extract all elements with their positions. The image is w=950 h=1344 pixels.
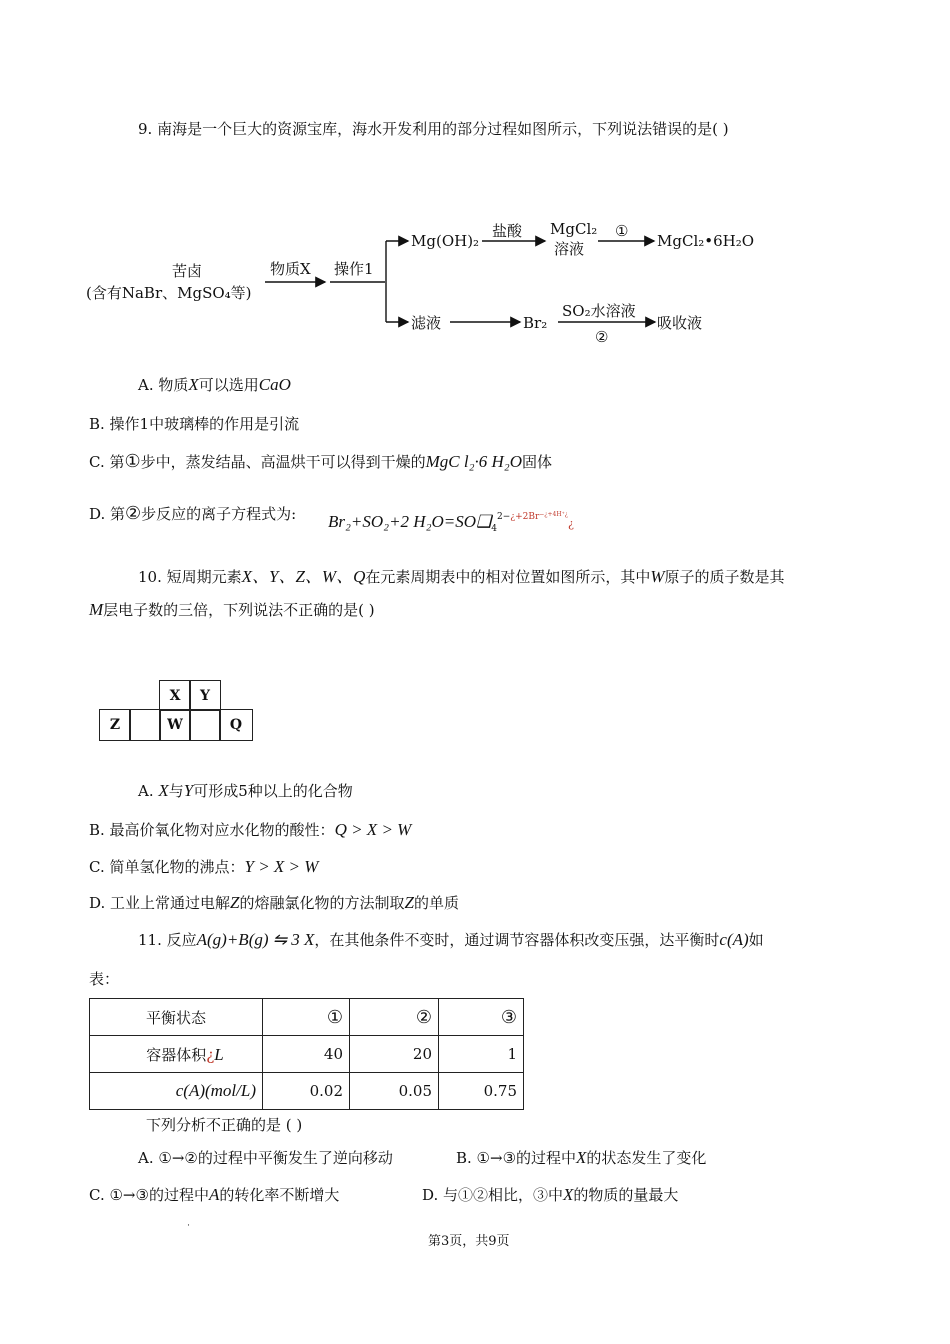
th-1: ① bbox=[263, 999, 350, 1036]
q10-stem-m: M bbox=[89, 600, 104, 619]
q11-d-post: 的物质的量最大 bbox=[573, 1186, 679, 1204]
th-2: ② bbox=[350, 999, 439, 1036]
q10-stem-line2 bbox=[89, 599, 375, 620]
volume-3: 1 bbox=[439, 1036, 524, 1073]
q9-c-mid: 步中，蒸发结晶、高温烘干可以得到干燥的 bbox=[140, 453, 426, 471]
q11-stem-pre: 11. 反应 bbox=[138, 931, 197, 949]
diagram-absorb: 吸收液 bbox=[657, 314, 703, 332]
q10-a-mid: 与 bbox=[168, 782, 184, 800]
q9-d-pre: D. 第 bbox=[89, 505, 126, 523]
q11-b-x: X bbox=[576, 1148, 587, 1167]
th-3: ③ bbox=[439, 999, 524, 1036]
q10-option-d bbox=[89, 892, 459, 913]
q10-d-z2: Z bbox=[404, 893, 414, 912]
q10-stem-post: 原子的质子数是其 bbox=[664, 568, 785, 586]
q11-c-post: 的转化率不断增大 bbox=[219, 1186, 340, 1204]
q11-option-c bbox=[89, 1184, 339, 1205]
table-row bbox=[90, 999, 524, 1036]
diagram-br2: Br₂ bbox=[523, 314, 548, 332]
q11-d-x: X bbox=[563, 1185, 574, 1204]
table-row bbox=[90, 1073, 524, 1110]
page-number: 第3页，共9页 bbox=[428, 1234, 510, 1249]
q11-stem-post: 如 bbox=[748, 931, 764, 949]
diagram-reagent-x: 物质X bbox=[270, 260, 311, 278]
row-conc-label bbox=[90, 1073, 263, 1110]
q11-d-pre: D. 与①②相比，③中 bbox=[422, 1186, 564, 1204]
q11-stem-mid: ，在其他条件不变时，通过调节容器体积改变压强，达平衡时 bbox=[314, 931, 720, 949]
q9-c-formula: MgC l₂·6 H₂O bbox=[425, 452, 522, 471]
q11-stem-line2: 表： bbox=[89, 970, 120, 988]
q10-stem-mid: 在元素周期表中的相对位置如图所示，其中 bbox=[365, 568, 651, 586]
cell-x: X bbox=[159, 680, 191, 711]
conc-label: c(A)(mol/L) bbox=[175, 1081, 256, 1100]
q11-option-b bbox=[456, 1147, 706, 1168]
cell-y: Y bbox=[189, 680, 221, 711]
cell-q: Q bbox=[219, 709, 253, 741]
q10-a-x: X bbox=[158, 781, 169, 800]
conc-1: 0.02 bbox=[263, 1073, 350, 1110]
q9-option-a bbox=[138, 374, 291, 395]
q9-d-mid: 步反应的离子方程式为: bbox=[141, 505, 297, 523]
q9-a-x: X bbox=[188, 375, 199, 394]
q11-b-post: 的状态发生了变化 bbox=[586, 1149, 707, 1167]
q10-d-post: 的单质 bbox=[413, 894, 459, 912]
q10-d-pre: D. 工业上常通过电解 bbox=[89, 894, 231, 912]
q10-a-post: 可形成5种以上的化合物 bbox=[193, 782, 353, 800]
diagram-hcl: 盐酸 bbox=[492, 222, 523, 240]
q9-a-pre: A. 物质 bbox=[138, 376, 189, 394]
q10-d-z1: Z bbox=[230, 893, 240, 912]
q10-stem-w: W bbox=[650, 567, 665, 586]
q11-stem-c: c(A) bbox=[719, 930, 749, 949]
q11-option-a: A. ①→②的过程中平衡发生了逆向移动 bbox=[138, 1149, 393, 1167]
q10-option-c bbox=[89, 856, 318, 877]
q9-flow-diagram bbox=[80, 210, 780, 360]
volume-2: 20 bbox=[350, 1036, 439, 1073]
q9-stem: 9. 南海是一个巨大的资源宝库，海水开发利用的部分过程如图所示，下列说法错误的是( ) bbox=[138, 120, 729, 138]
diagram-source-line1: 苦卤 bbox=[172, 262, 203, 280]
q10-stem-post2: 层电子数的三倍，下列说法不正确的是( ) bbox=[103, 601, 375, 619]
q9-d-step: ② bbox=[125, 503, 142, 524]
q11-c-pre: C. ①→③的过程中 bbox=[89, 1186, 209, 1204]
q10-a-y: Y bbox=[183, 781, 194, 800]
volume-mark: ¿ bbox=[206, 1045, 215, 1064]
q10-c-eq: Y > X > W bbox=[244, 857, 319, 876]
diagram-product: MgCl₂•6H₂O bbox=[657, 232, 755, 250]
diagram-mgcl2: MgCl₂ bbox=[550, 220, 598, 238]
q10-d-mid: 的熔融氯化物的方法制取 bbox=[239, 894, 405, 912]
q10-stem-line1 bbox=[138, 562, 785, 587]
q11-data-table bbox=[89, 998, 524, 1110]
q11-c-a: A bbox=[208, 1185, 220, 1204]
q10-stem-vars: X、Y、Z、W、Q bbox=[241, 567, 366, 586]
cell-empty-2 bbox=[189, 709, 221, 741]
q10-b-eq: Q > X > W bbox=[334, 820, 412, 839]
diagram-mgoh2: Mg(OH)₂ bbox=[411, 232, 480, 250]
q9-d-equation bbox=[328, 512, 574, 532]
footer-mark: ˙ bbox=[186, 1224, 191, 1235]
volume-1: 40 bbox=[263, 1036, 350, 1073]
q11-stem-eq: A(g)+B(g) ⇋ 3 X bbox=[196, 930, 315, 949]
diagram-op1: 操作1 bbox=[334, 260, 374, 278]
q9-option-d bbox=[89, 503, 296, 524]
row-volume-label bbox=[90, 1036, 263, 1073]
volume-label: 容器体积 bbox=[146, 1045, 207, 1064]
cell-w: W bbox=[159, 709, 191, 741]
diagram-filtrate: 滤液 bbox=[411, 314, 442, 332]
q11-option-d bbox=[422, 1184, 678, 1205]
diagram-solution: 溶液 bbox=[554, 240, 585, 258]
q10-c-pre: C. 简单氢化物的沸点： bbox=[89, 858, 245, 876]
q11-stem-line1 bbox=[138, 929, 764, 950]
cell-z: Z bbox=[99, 709, 131, 741]
q10-b-pre: B. 最高价氧化物对应水化物的酸性： bbox=[89, 821, 335, 839]
diagram-step2: ② bbox=[595, 328, 609, 346]
conc-3: 0.75 bbox=[439, 1073, 524, 1110]
q9-d-tail: ¿+2Br bbox=[510, 512, 540, 522]
q10-stem-pre: 10. 短周期元素 bbox=[138, 568, 242, 586]
q9-option-c bbox=[89, 451, 552, 472]
q9-d-sub: 4 bbox=[491, 524, 497, 534]
q9-c-pre: C. 第 bbox=[89, 453, 125, 471]
cell-empty-1 bbox=[129, 709, 161, 741]
q11-prompt: 下列分析不正确的是 ( ) bbox=[146, 1116, 303, 1134]
q9-c-step: ① bbox=[124, 451, 141, 472]
q9-a-mid: 可以选用 bbox=[198, 376, 259, 394]
q9-d-tail-end: ¿ bbox=[568, 517, 574, 530]
th-state: 平衡状态 bbox=[90, 999, 263, 1036]
table-row bbox=[90, 1036, 524, 1073]
conc-2: 0.05 bbox=[350, 1073, 439, 1110]
q9-d-eq: Br₂+SO₂+2 H₂O=SO❑ bbox=[328, 512, 492, 531]
q9-d-tail-sup: −¿+4H⁺¿ bbox=[539, 511, 568, 518]
diagram-source-line2: (含有NaBr、MgSO₄等) bbox=[86, 284, 252, 302]
diagram-so2: SO₂水溶液 bbox=[562, 302, 636, 320]
q9-c-post: 固体 bbox=[522, 453, 553, 471]
q9-d-sup: 2− bbox=[496, 512, 511, 522]
q10-option-b bbox=[89, 819, 411, 840]
q9-option-b: B. 操作1中玻璃棒的作用是引流 bbox=[89, 415, 300, 433]
q9-a-cao: CaO bbox=[258, 375, 291, 394]
volume-unit: L bbox=[214, 1044, 224, 1064]
q10-a-pre: A. bbox=[138, 782, 159, 800]
q11-b-pre: B. ①→③的过程中 bbox=[456, 1149, 577, 1167]
diagram-step1: ① bbox=[615, 222, 629, 240]
q10-option-a bbox=[138, 780, 353, 801]
